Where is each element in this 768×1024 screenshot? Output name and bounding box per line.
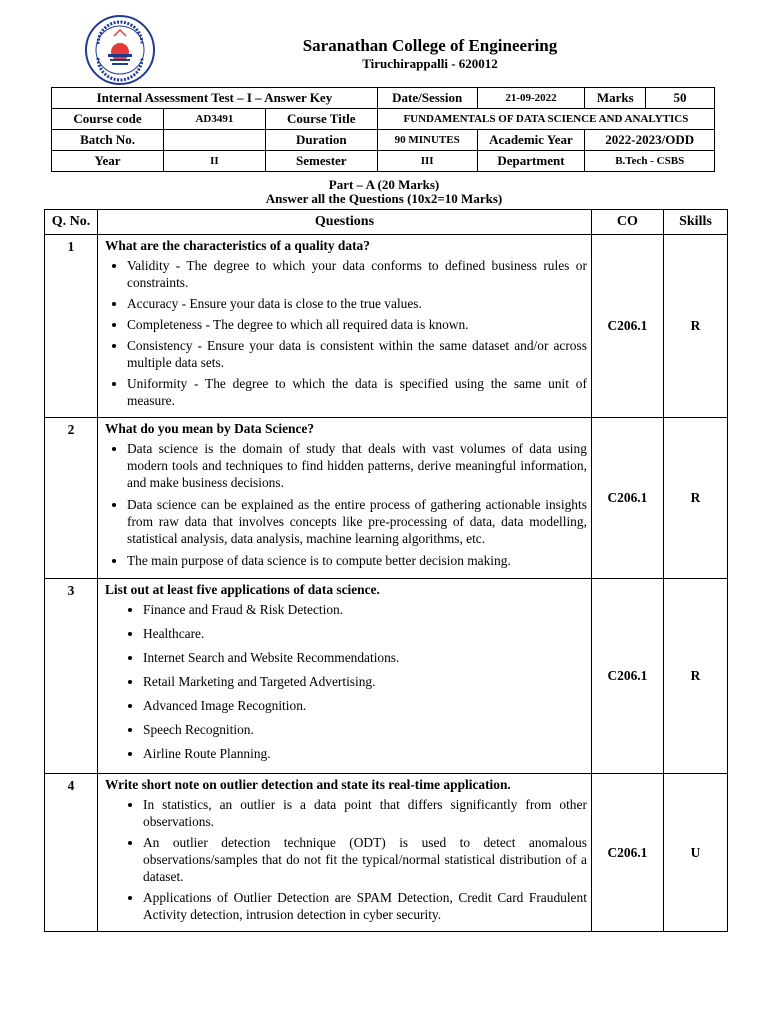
answer-item: • Healthcare. — [143, 625, 587, 642]
department-value: B.Tech - CSBS — [585, 151, 715, 172]
answer-item: • Finance and Fraud & Risk Detection. — [143, 601, 587, 618]
college-name: Saranathan College of Engineering — [302, 36, 558, 55]
table-row — [45, 235, 728, 418]
header-questions: Questions — [98, 210, 592, 235]
academic-year-label: Academic Year — [477, 130, 585, 151]
academic-year-value: 2022-2023/ODD — [585, 130, 715, 151]
course-outcome: C206.1 — [591, 418, 663, 579]
date-label: Date/Session — [377, 88, 477, 109]
question-text: List out at least five applications of data science. — [105, 582, 380, 597]
marks-label: Marks — [585, 88, 646, 109]
answer-item: • Applications of Outlier Detection are SPAM Detection, Credit Card Fraudulent Activity detection, intrusion detection in cyber security. — [143, 889, 587, 923]
question-cell — [98, 774, 592, 932]
course-outcome: C206.1 — [591, 774, 663, 932]
batch-label: Batch No. — [52, 130, 164, 151]
answer-item: • Accuracy - Ensure your data is close to the true values. — [127, 295, 587, 312]
question-number: 4 — [45, 774, 98, 932]
answer-list — [105, 601, 587, 762]
answer-list — [105, 440, 587, 569]
year-label: Year — [52, 151, 164, 172]
answer-item: • Data science can be explained as the entire process of gathering actionable insights from raw data that involves concepts like pre-processing of data, data modelling, statistical analysis, data analysis, machine learning algorithms, etc. — [127, 496, 587, 547]
college-seal-logo — [84, 14, 156, 86]
duration-label: Duration — [265, 130, 377, 151]
skill-level: R — [663, 579, 727, 774]
answer-item: • Speech Recognition. — [143, 721, 587, 738]
course-title-label: Course Title — [265, 109, 377, 130]
course-outcome: C206.1 — [591, 579, 663, 774]
year-value: II — [164, 151, 266, 172]
question-cell — [98, 579, 592, 774]
answer-item: • The main purpose of data science is to compute better decision making. — [127, 552, 587, 569]
answer-item: • Validity - The degree to which your data conforms to defined business rules or constraints. — [127, 257, 587, 291]
batch-value — [164, 130, 266, 151]
table-row — [45, 774, 728, 932]
question-text: What do you mean by Data Science? — [105, 421, 315, 436]
skill-level: U — [663, 774, 727, 932]
answer-item: • Airline Route Planning. — [143, 745, 587, 762]
course-outcome: C206.1 — [591, 235, 663, 418]
answer-list — [105, 257, 587, 409]
part-a-title: Part – A (20 Marks) — [328, 177, 440, 192]
header-skills: Skills — [663, 210, 727, 235]
semester-value: III — [377, 151, 477, 172]
question-number: 3 — [45, 579, 98, 774]
test-info-table — [51, 87, 715, 172]
course-code-value: AD3491 — [164, 109, 266, 130]
college-city: Tiruchirappalli - 620012 — [362, 56, 498, 71]
answer-item: • An outlier detection technique (ODT) is used to detect anomalous observations/samples that do not fit the typical/normal statistical distribution of a dataset. — [143, 834, 587, 885]
course-code-label: Course code — [52, 109, 164, 130]
semester-label: Semester — [265, 151, 377, 172]
course-title-value: FUNDAMENTALS OF DATA SCIENCE AND ANALYTICS — [377, 109, 714, 130]
question-cell — [98, 235, 592, 418]
test-title: Internal Assessment Test – I – Answer Key — [52, 88, 378, 109]
question-text: Write short note on outlier detection and state its real-time application. — [105, 777, 511, 792]
skill-level: R — [663, 418, 727, 579]
answer-list — [105, 796, 587, 923]
header-qno: Q. No. — [45, 210, 98, 235]
answer-item: • Internet Search and Website Recommendations. — [143, 649, 587, 666]
question-number: 1 — [45, 235, 98, 418]
duration-value: 90 MINUTES — [377, 130, 477, 151]
answer-item: • Completeness - The degree to which all required data is known. — [127, 316, 587, 333]
question-cell — [98, 418, 592, 579]
question-number: 2 — [45, 418, 98, 579]
answer-item: • Consistency - Ensure your data is consistent within the same dataset and/or across multiple data sets. — [127, 337, 587, 371]
marks-value: 50 — [646, 88, 715, 109]
answer-item: • In statistics, an outlier is a data point that differs significantly from other observations. — [143, 796, 587, 830]
table-row — [45, 579, 728, 774]
answer-item: • Advanced Image Recognition. — [143, 697, 587, 714]
part-a-subtitle: Answer all the Questions (10x2=10 Marks) — [265, 191, 503, 206]
department-label: Department — [477, 151, 585, 172]
date-value: 21-09-2022 — [477, 88, 585, 109]
header-co: CO — [591, 210, 663, 235]
question-text: What are the characteristics of a quality data? — [105, 238, 370, 253]
answer-item: • Data science is the domain of study that deals with vast volumes of data using modern tools and techniques to find hidden patterns, derive meaningful information, and make business decisions. — [127, 440, 587, 491]
answer-key-table — [44, 209, 728, 932]
answer-item: • Uniformity - The degree to which the data is specified using the same unit of measure. — [127, 375, 587, 409]
skill-level: R — [663, 235, 727, 418]
answer-item: • Retail Marketing and Targeted Advertising. — [143, 673, 587, 690]
table-row — [45, 418, 728, 579]
